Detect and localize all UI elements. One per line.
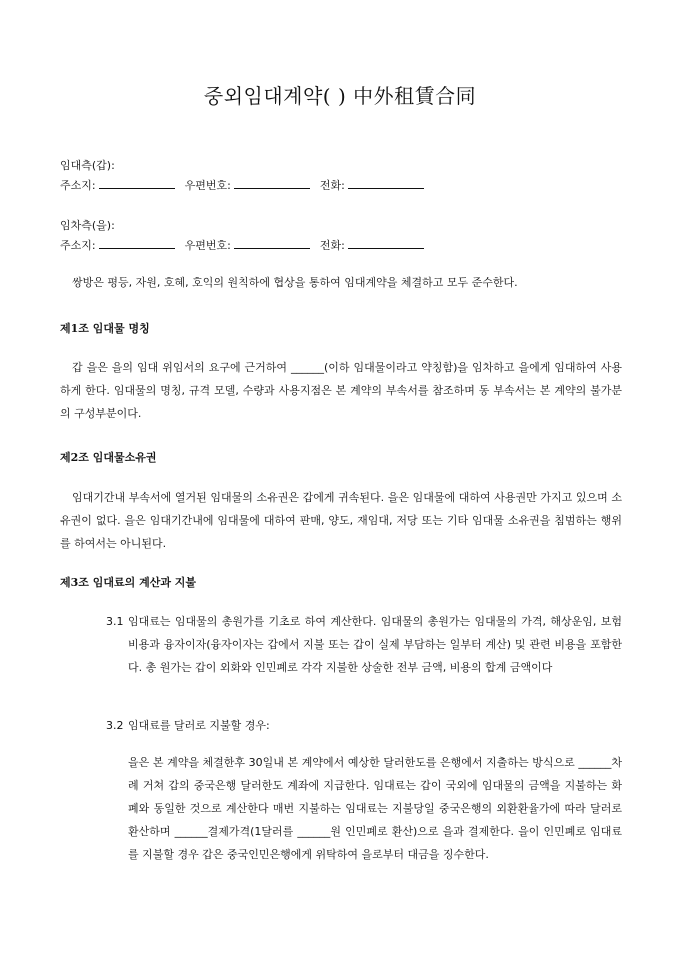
clause-3-2-number: 3.2 — [106, 719, 124, 732]
article-2-heading: 제2조 임대물소유권 — [60, 451, 157, 464]
article-3-heading: 제3조 임대료의 계산과 지불 — [60, 576, 197, 589]
lessee-contact-row — [60, 238, 625, 253]
lessee-label: 임차측(을): — [60, 219, 115, 232]
lessor-contact-row — [60, 178, 625, 193]
lessor-label: 임대측(갑): — [60, 159, 115, 172]
lessor-address-blank — [99, 178, 175, 189]
lessor-address-label: 주소지: — [60, 179, 96, 192]
lessor-postal-label: 우편번호: — [184, 179, 231, 192]
lessee-postal-label: 우편번호: — [184, 239, 231, 252]
lessor-phone-label: 전화: — [319, 179, 345, 192]
article-1-heading: 제1조 임대물 명칭 — [60, 322, 150, 335]
clause-3-2-detail: 을은 본 계약을 체결한후 30일내 본 계약에서 예상한 달러한도를 은행에서 지출하는 방식으로 ______차례 거쳐 갑의 중국은행 달러한도 계좌에 지급한다. 임대료는 갑이 국외에 임대물의 금액을 지불하는 화폐와 동일한 것으로 계산한다 매번 지불하는 임대료는 지불당일 중국은행의 외환환율가에 따라 달러로 환산하며 ______결제가격(1달러를 ______원 인민폐로 환산)으로 을과 결제한다. 을이 인민폐로 임대료를 지불할 경우 갑은 중국인민은행에게 위탁하여 을로부터 대금을 징수한다. — [128, 756, 622, 861]
clause-3-2-body: 임대료를 달러로 지불할 경우: — [128, 719, 270, 732]
article-1-body: 갑 을은 을의 임대 위임서의 요구에 근거하여 ______(이하 임대물이라고 약칭함)을 임차하고 을에게 임대하여 사용하게 한다. 임대물의 명칭, 규격 모델, 수량과 사용지점은 본 계약의 부속서를 참조하며 동 부속서는 본 계약의 불가분의 구성부분이다. — [60, 361, 622, 420]
lessee-postal-blank — [234, 238, 310, 249]
clause-3-1-number: 3.1 — [106, 615, 124, 628]
clause-3-1-body: 임대료는 임대물의 총원가를 기초로 하여 계산한다. 임대물의 총원가는 임대물의 가격, 해상운임, 보험비용과 융자이자(융자이자는 갑에서 지불 또는 갑이 실제 부담하는 일부터 계산) 및 관련 비용을 포함한다. 총 원가는 갑이 외화와 인민폐로 각각 지불한 상술한 전부 금액, 비용의 합계 금액이다 — [128, 615, 622, 674]
lessor-postal-blank — [234, 178, 310, 189]
preamble: 쌍방은 평등, 자원, 호혜, 호익의 원칙하에 협상을 통하여 임대계약을 체결하고 모두 준수한다. — [72, 276, 518, 289]
lessee-address-label: 주소지: — [60, 239, 96, 252]
lessor-phone-blank — [348, 178, 424, 189]
article-2-body: 임대기간내 부속서에 열거된 임대물의 소유권은 갑에게 귀속된다. 을은 임대물에 대하여 사용권만 가지고 있으며 소유권이 없다. 을은 임대기간내에 임대물에 대하여 판매, 양도, 재임대, 저당 또는 기타 임대물 소유권을 침범하는 행위를 하여서는 아니된다. — [60, 491, 622, 550]
lessee-phone-label: 전화: — [319, 239, 345, 252]
lessee-phone-blank — [348, 238, 424, 249]
lessee-address-blank — [99, 238, 175, 249]
document-title: 중외임대계약( ) 中外租賃合同 — [203, 84, 477, 108]
